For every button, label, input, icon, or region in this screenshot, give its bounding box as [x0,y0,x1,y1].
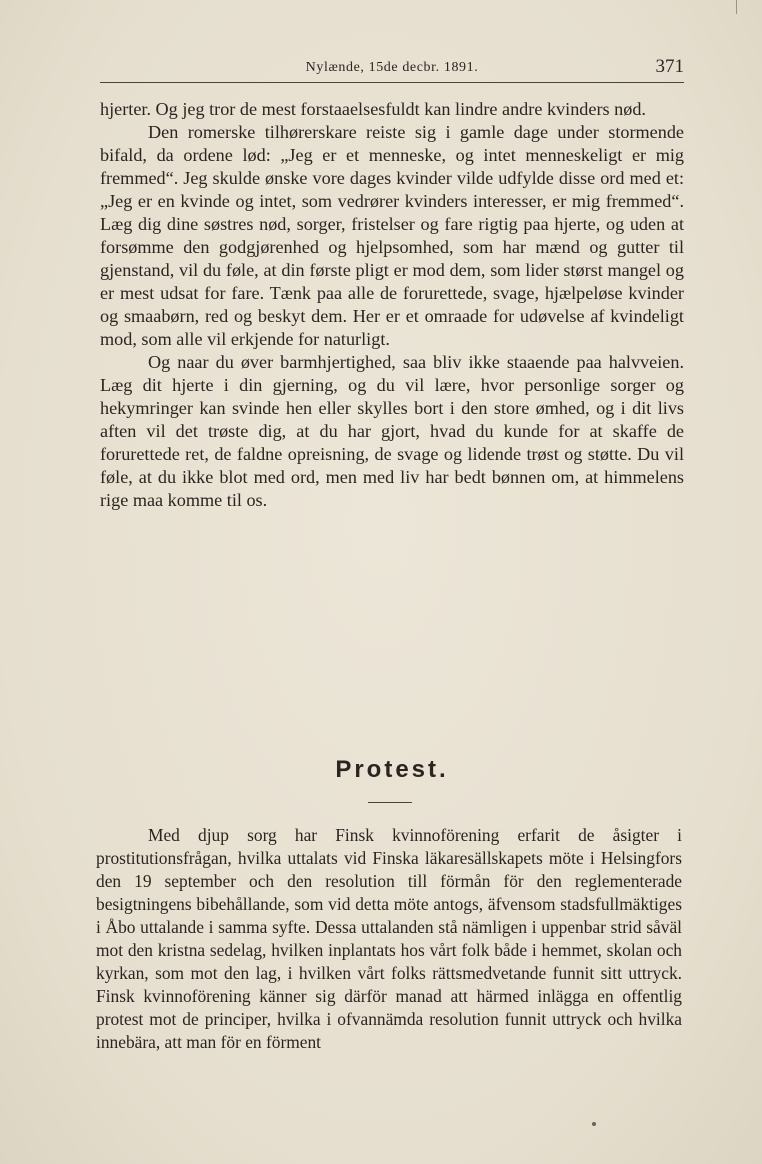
running-head: Nylænde, 15de decbr. 1891. [305,60,479,75]
page-number: 371 [655,56,684,77]
page-header [100,56,684,84]
section-heading: Protest. [335,756,449,783]
paragraph: Den romerske tilhørerskare reiste sig i gamle dage under stormende bifald, da ordene lød: „Jeg er et menneske, og intet menneskeligt er mig fremmed“. Jeg skulde ønske vore dages kvinder vilde udfylde disse ord med et: „Jeg er en kvinde og intet, som vedrører kvinders interesser, er mig fremmed“. Læg dig dine søstres nød, sorger, fristelser og fare rigtig paa hjerte, og uden at forsømme den godgjørenhed og hjelpsomhed, som har mænd og gutter til gjenstand, vil du føle, at din første pligt er mod dem, som lider størst mangel og er mest udsat for fare. Tænk paa alle de forurettede, svage, hjælpeløse kvinder og smaabørn, red og beskyt dem. Her er et omraade for udøvelse af kvindeligt mod, som alle vil erkjende for naturligt. [100,122,684,349]
heading-rule [368,802,412,803]
paragraph: hjerter. Og jeg tror de mest forstaaelsesfuldt kan lindre andre kvinders nød. [100,99,646,119]
protest-article [96,824,682,1054]
paragraph: Og naar du øver barmhjertighed, saa bliv ikke staaende paa halvveien. Læg dit hjerte i din gjerning, og du vil lære, hvor personlige sorger og hekymringer kan svinde hen eller skylles bort i den store ømhed, og i dit livs aften vil det trøste dig, at du har gjort, hvad du kunde for at skaffe de forurettede ret, de faldne opreisning, de svage og lidende trøst og støtte. Du vil føle, at du ikke blot med ord, men med liv har bedt bønnen om, at himmelens rige maa komme til os. [100,352,684,510]
article-continuation [100,98,684,512]
scan-edge-mark [736,0,737,14]
ink-speck [592,1122,596,1126]
header-rule [100,82,684,83]
paragraph: Med djup sorg har Finsk kvinnoförening erfarit de åsigter i prostitutionsfrågan, hvilka uttalats vid Finska läkaresällskapets möte i Helsingfors den 19 september och den resolution till förmån för den reglementerade besigtningens bibehållande, som vid detta möte antogs, äfvensom stadsfullmäktiges i Åbo uttalande i samma syfte. Dessa uttalanden stå nämligen i uppenbar strid såväl mot den kristna sedelag, hvilken inplantats hos vårt folk både i hemmet, skolan och kyrkan, som mot den lag, i hvilken vårt folks rättsmedvetande funnit sitt uttryck. Finsk kvinnoförening känner sig därför manad att härmed inlägga en offentlig protest mot de principer, hvilka i ofvannämda resolution funnit uttryck och hvilka innebära, att man för en förment [96,825,682,1052]
